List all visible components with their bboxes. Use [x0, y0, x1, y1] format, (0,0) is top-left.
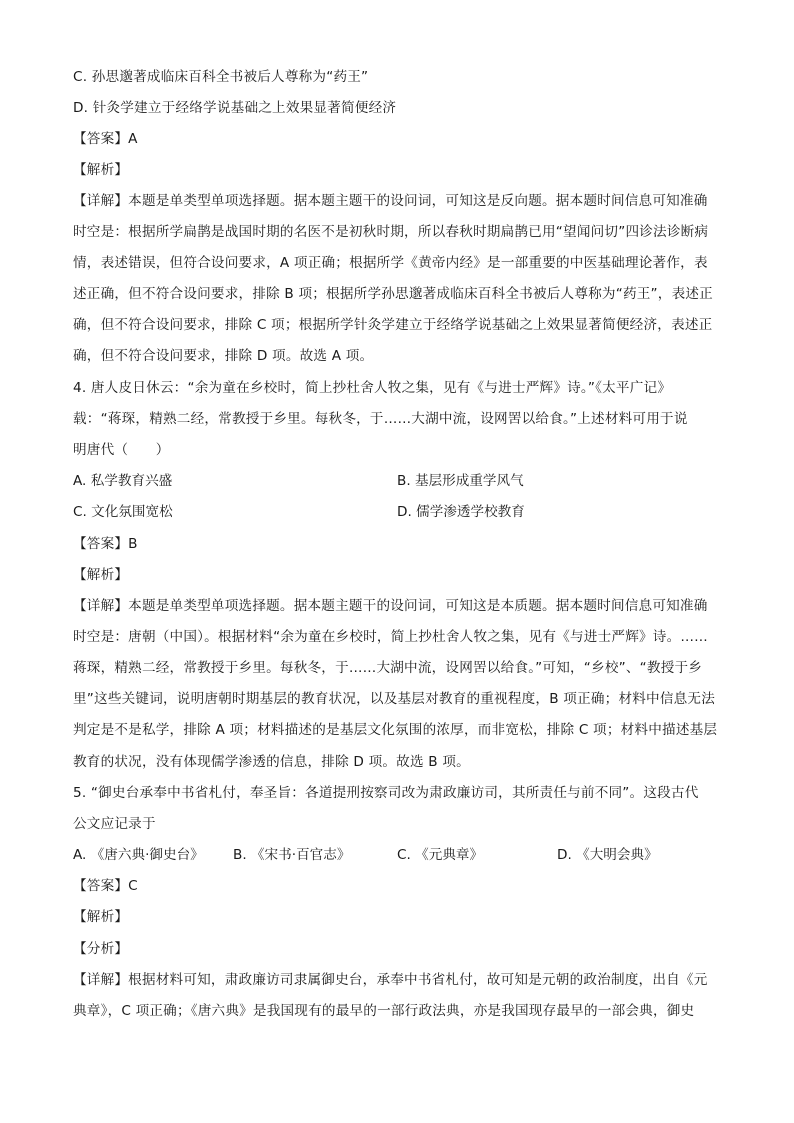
q5-option-c: C. 《元典章》: [397, 847, 484, 863]
q4-detail-line: 蒋琛，精熟二经，常教授于乡里。每秋冬，于……大湖中流，设网罟以给食。”可知，“乡校”、“教授于乡: [73, 660, 703, 676]
q3-option-c: C. 孙思邈著成临床百科全书被后人尊称为“药王”: [73, 69, 369, 85]
q3-detail-line: 时空是：根据所学扁鹊是战国时期的名医不是初秋时期，所以春秋时期扁鹊已用“望闻问切”四诊法诊断病: [73, 224, 709, 240]
q5-stem-line: 公文应记录于: [73, 816, 156, 832]
q5-detail-line: 【详解】根据材料可知，肃政廉访司隶属御史台，承奉中书省札付，故可知是元朝的政治制度，出自《元: [73, 972, 708, 988]
q5-option-d: D. 《大明会典》: [557, 847, 658, 863]
q3-detail-line: 【详解】本题是单类型单项选择题。据本题主题干的设问词，可知这是反向题。据本题时间信息可知准确: [73, 193, 708, 209]
q4-detail-line: 判定是不是私学，排除 A 项；材料描述的是基层文化氛围的浓厚，而非宽松，排除 C 项；材料中描述基层: [73, 722, 718, 738]
q5-answer: 【答案】C: [73, 878, 138, 894]
q4-analysis-label: 【解析】: [73, 567, 129, 583]
q4-detail-line: 里”这些关键词，说明唐朝时期基层的教育状况，以及基层对教育的重视程度，B 项正确；材料中信息无法: [73, 691, 716, 707]
q3-detail-line: 述正确，但不符合设问要求，排除 B 项；根据所学孙思邈著成临床百科全书被后人尊称为“药王”，表述正: [73, 286, 713, 302]
q3-option-d: D. 针灸学建立于经络学说基础之上效果显著简便经济: [73, 100, 397, 116]
q4-option-d: D. 儒学渗透学校教育: [397, 504, 525, 520]
q3-detail-line: 确，但不符合设问要求，排除 C 项；根据所学针灸学建立于经络学说基础之上效果显著简便经济，表述正: [73, 317, 713, 333]
q4-detail-line: 教育的状况，没有体现儒学渗透的信息，排除 D 项。故选 B 项。: [73, 754, 470, 770]
q4-stem-line: 载：“蒋琛，精熟二经，常教授于乡里。每秋冬，于……大湖中流，设网罟以给食。”上述材料可用于说: [73, 411, 688, 427]
q4-stem-line: 4. 唐人皮日休云：“余为童在乡校时，简上抄杜舍人牧之集，见有《与进士严辉》诗。”《太平广记》: [73, 380, 672, 396]
q3-detail-line: 确，但不符合设问要求，排除 D 项。故选 A 项。: [73, 348, 374, 364]
q4-detail-line: 【详解】本题是单类型单项选择题。据本题主题干的设问词，可知这是本质题。据本题时间信息可知准确: [73, 598, 708, 614]
q5-option-a: A. 《唐六典·御史台》: [73, 847, 204, 863]
q3-detail-line: 情，表述错误，但符合设问要求，A 项正确；根据所学《黄帝内经》是一部重要的中医基础理论著作，表: [73, 255, 708, 271]
q5-fenxi-label: 【分析】: [73, 941, 129, 957]
q5-detail-line: 典章》，C 项正确；《唐六典》是我国现有的最早的一部行政法典，亦是我国现存最早的一部会典，御史: [73, 1003, 695, 1019]
q5-analysis-label: 【解析】: [73, 909, 129, 925]
q5-stem-line: 5. “御史台承奉中书省札付，奉圣旨：各道提刑按察司改为肃政廉访司，其所责任与前不同”。这段古代: [73, 785, 699, 801]
q4-answer: 【答案】B: [73, 536, 138, 552]
q4-stem-line: 明唐代（ ）: [73, 442, 170, 458]
q3-answer: 【答案】A: [73, 131, 138, 147]
q5-option-b: B. 《宋书·百官志》: [233, 847, 351, 863]
q4-option-b: B. 基层形成重学风气: [397, 473, 524, 489]
q3-analysis-label: 【解析】: [73, 162, 129, 178]
q4-detail-line: 时空是：唐朝（中国）。根据材料“余为童在乡校时，简上抄杜舍人牧之集，见有《与进士严辉》诗。……: [73, 629, 708, 645]
q4-option-a: A. 私学教育兴盛: [73, 473, 173, 489]
q4-option-c: C. 文化氛围宽松: [73, 504, 173, 520]
